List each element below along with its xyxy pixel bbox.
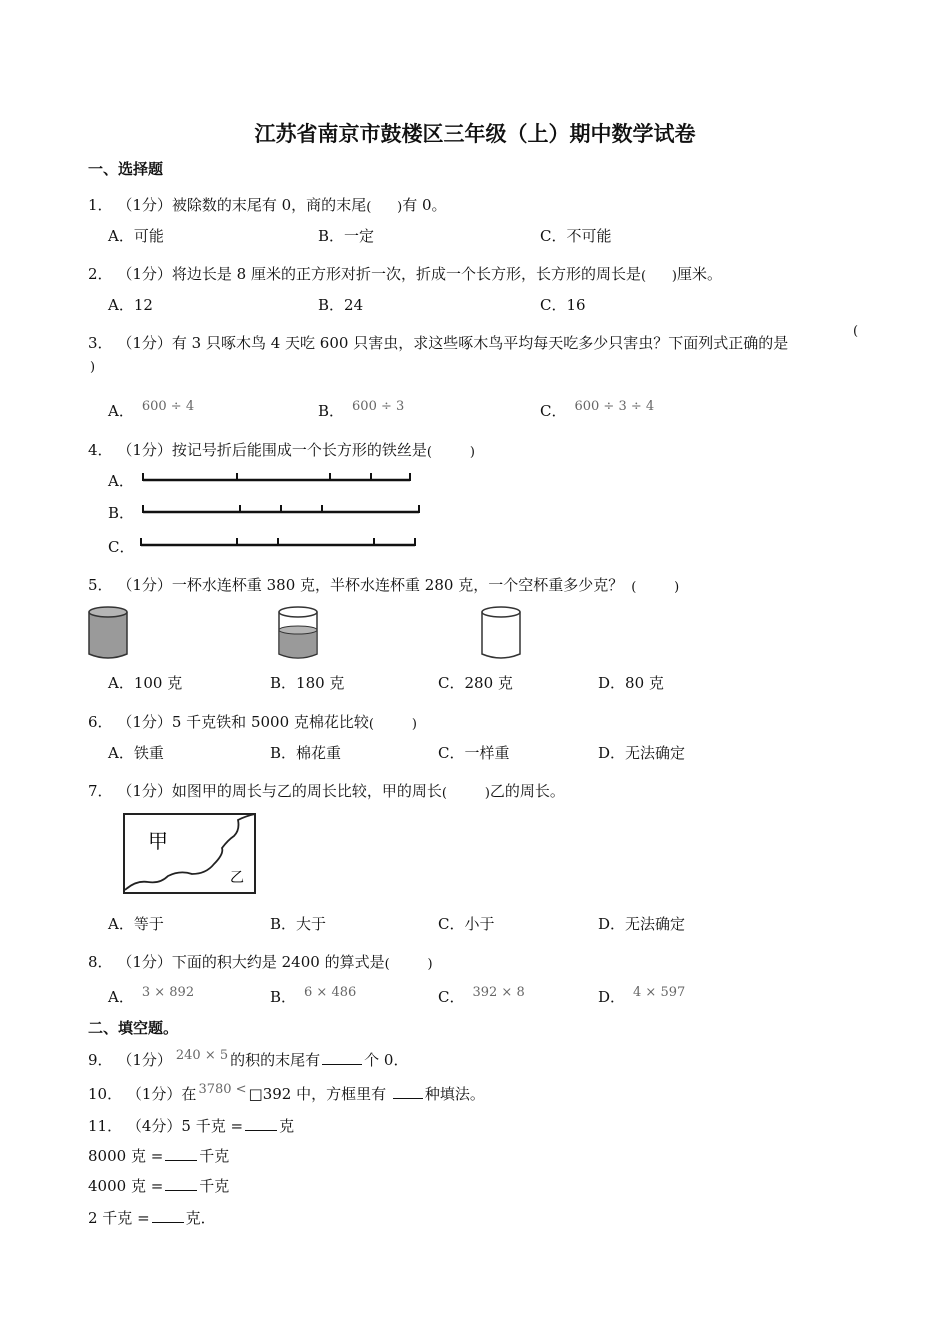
q-num: 1． <box>88 196 113 214</box>
question-8: 8． （1分）下面的积大约是 2400 的算式是 ( ) <box>88 953 433 972</box>
empty-cup-icon <box>480 604 524 660</box>
q5-option-b[interactable]: B．180 克 <box>270 674 345 692</box>
q4-option-b[interactable]: B． <box>108 504 135 522</box>
q3-option-b[interactable]: B． 600 ÷ 3 <box>318 399 405 420</box>
question-7: 7． （1分）如图甲的周长与乙的周长比较，甲的周长 ( ) 乙的周长。 <box>88 782 565 801</box>
q-text: 5 千克铁和 5000 克棉花比较 <box>171 713 369 731</box>
q7-option-d[interactable]: D．无法确定 <box>598 915 686 933</box>
q3-option-a[interactable]: A． 600 ÷ 4 <box>108 399 195 420</box>
answer-blank[interactable] <box>152 1222 184 1223</box>
q-text: 按记号折后能围成一个长方形的铁丝是 <box>171 441 427 459</box>
yi-label: 乙 <box>230 870 244 886</box>
q8-option-c[interactable]: C． 392 × 8 <box>438 985 525 1006</box>
paren-left: ( <box>853 324 859 339</box>
page-title: 江苏省南京市鼓楼区三年级（上）期中数学试卷 <box>254 122 696 146</box>
q8-option-a[interactable]: A． 3 × 892 <box>108 985 195 1006</box>
q11-line-2: 8000 克 = 千克 <box>88 1147 230 1165</box>
q5-option-c[interactable]: C．280 克 <box>438 674 513 692</box>
q2-option-b[interactable]: B．24 <box>318 296 364 314</box>
question-2: 2． （1分）将边长是 8 厘米的正方形对折一次，折成一个长方形，长方形的周长是 ( ) 厘米。 <box>88 265 722 284</box>
q-text: 一杯水连杯重 380 克，半杯水连杯重 280 克，一个空杯重多少克？ <box>171 576 624 594</box>
q-text: 将边长是 8 厘米的正方形对折一次，折成一个长方形，长方形的周长是 <box>171 265 641 283</box>
q7-option-b[interactable]: B．大于 <box>270 915 327 933</box>
q8-option-d[interactable]: D． 4 × 597 <box>598 985 686 1006</box>
q2-option-c[interactable]: C．16 <box>540 296 586 314</box>
expression: 240 × 5 <box>175 1048 229 1063</box>
expression: 3780 < <box>198 1082 247 1097</box>
q3-option-c[interactable]: C． 600 ÷ 3 ÷ 4 <box>540 399 655 420</box>
expression: 600 ÷ 3 <box>352 399 405 414</box>
q5-option-a[interactable]: A．100 克 <box>108 674 183 692</box>
section-choice-heading: 一、选择题 <box>88 160 164 178</box>
question-6: 6． （1分）5 千克铁和 5000 克棉花比较 ( ) <box>88 713 417 732</box>
half-cup-icon <box>277 604 321 660</box>
q1-option-b[interactable]: B．一定 <box>318 227 375 245</box>
wire-a-figure <box>140 472 415 484</box>
question-5: 5． （1分）一杯水连杯重 380 克，半杯水连杯重 280 克，一个空杯重多少克？ ( ) <box>88 576 680 595</box>
q-text: 被除数的末尾有 0，商的末尾 <box>171 196 367 214</box>
answer-blank[interactable] <box>393 1098 423 1099</box>
q2-option-a[interactable]: A．12 <box>108 296 153 314</box>
wire-b-figure <box>140 504 425 516</box>
q-text: 有 0。 <box>402 196 447 214</box>
q-text: 有 3 只啄木鸟 4 天吃 600 只害虫，求这些啄木鸟平均每天吃多少只害虫？下面列式正确的是 <box>171 334 789 352</box>
question-11: 11． （4分）5 千克 = 克 <box>88 1117 295 1135</box>
q-text: 如图甲的周长与乙的周长比较，甲的周长 <box>171 782 442 800</box>
question-4: 4． （1分）按记号折后能围成一个长方形的铁丝是 ( ) <box>88 441 475 460</box>
question-3: 3． （1分）有 3 只啄木鸟 4 天吃 600 只害虫，求这些啄木鸟平均每天吃多少只害虫？下面列式正确的是 <box>88 334 789 352</box>
q6-option-d[interactable]: D．无法确定 <box>598 744 686 762</box>
q-text: 下面的积大约是 2400 的算式是 <box>171 953 385 971</box>
expression: 392 × 8 <box>472 985 525 1000</box>
perimeter-figure <box>122 812 258 896</box>
q6-option-b[interactable]: B．棉花重 <box>270 744 342 762</box>
expression: 6 × 486 <box>304 985 357 1000</box>
q7-option-c[interactable]: C．小于 <box>438 915 495 933</box>
q1-option-c[interactable]: C．不可能 <box>540 227 612 245</box>
full-cup-icon <box>87 604 131 660</box>
q11-line-4: 2 千克 = 克． <box>88 1209 216 1227</box>
q11-line-3: 4000 克 = 千克 <box>88 1177 230 1195</box>
question-1: 1． （1分）被除数的末尾有 0，商的末尾 ( ) 有 0。 <box>88 196 447 215</box>
q5-option-d[interactable]: D．80 克 <box>598 674 664 692</box>
section-fill-heading: 二、填空题。 <box>88 1019 179 1037</box>
question-9: 9． （1分） 240 × 5 的积的末尾有 个 0． <box>88 1048 409 1069</box>
answer-blank[interactable] <box>245 1130 277 1131</box>
q1-option-a[interactable]: A．可能 <box>108 227 164 245</box>
answer-blank[interactable] <box>165 1190 197 1191</box>
expression: 4 × 597 <box>633 985 686 1000</box>
wire-c-figure <box>138 537 420 549</box>
expression: 600 ÷ 3 ÷ 4 <box>574 399 655 414</box>
q4-option-a[interactable]: A． <box>108 472 134 490</box>
q7-option-a[interactable]: A．等于 <box>108 915 164 933</box>
answer-blank[interactable] <box>322 1064 362 1065</box>
q4-option-c[interactable]: C． <box>108 538 135 556</box>
question-10: 10． （1分）在 3780 < □392 中，方框里有 种填法。 <box>88 1082 485 1103</box>
expression: 600 ÷ 4 <box>141 399 195 414</box>
q6-option-c[interactable]: C．一样重 <box>438 744 510 762</box>
q-score: （1分） <box>117 196 172 214</box>
q8-option-b[interactable]: B． 6 × 486 <box>270 985 357 1006</box>
expression: 3 × 892 <box>141 985 195 1000</box>
q6-option-a[interactable]: A．铁重 <box>108 744 164 762</box>
answer-blank[interactable] <box>165 1160 197 1161</box>
paren-right: ) <box>90 360 96 375</box>
jia-label: 甲 <box>148 829 168 853</box>
